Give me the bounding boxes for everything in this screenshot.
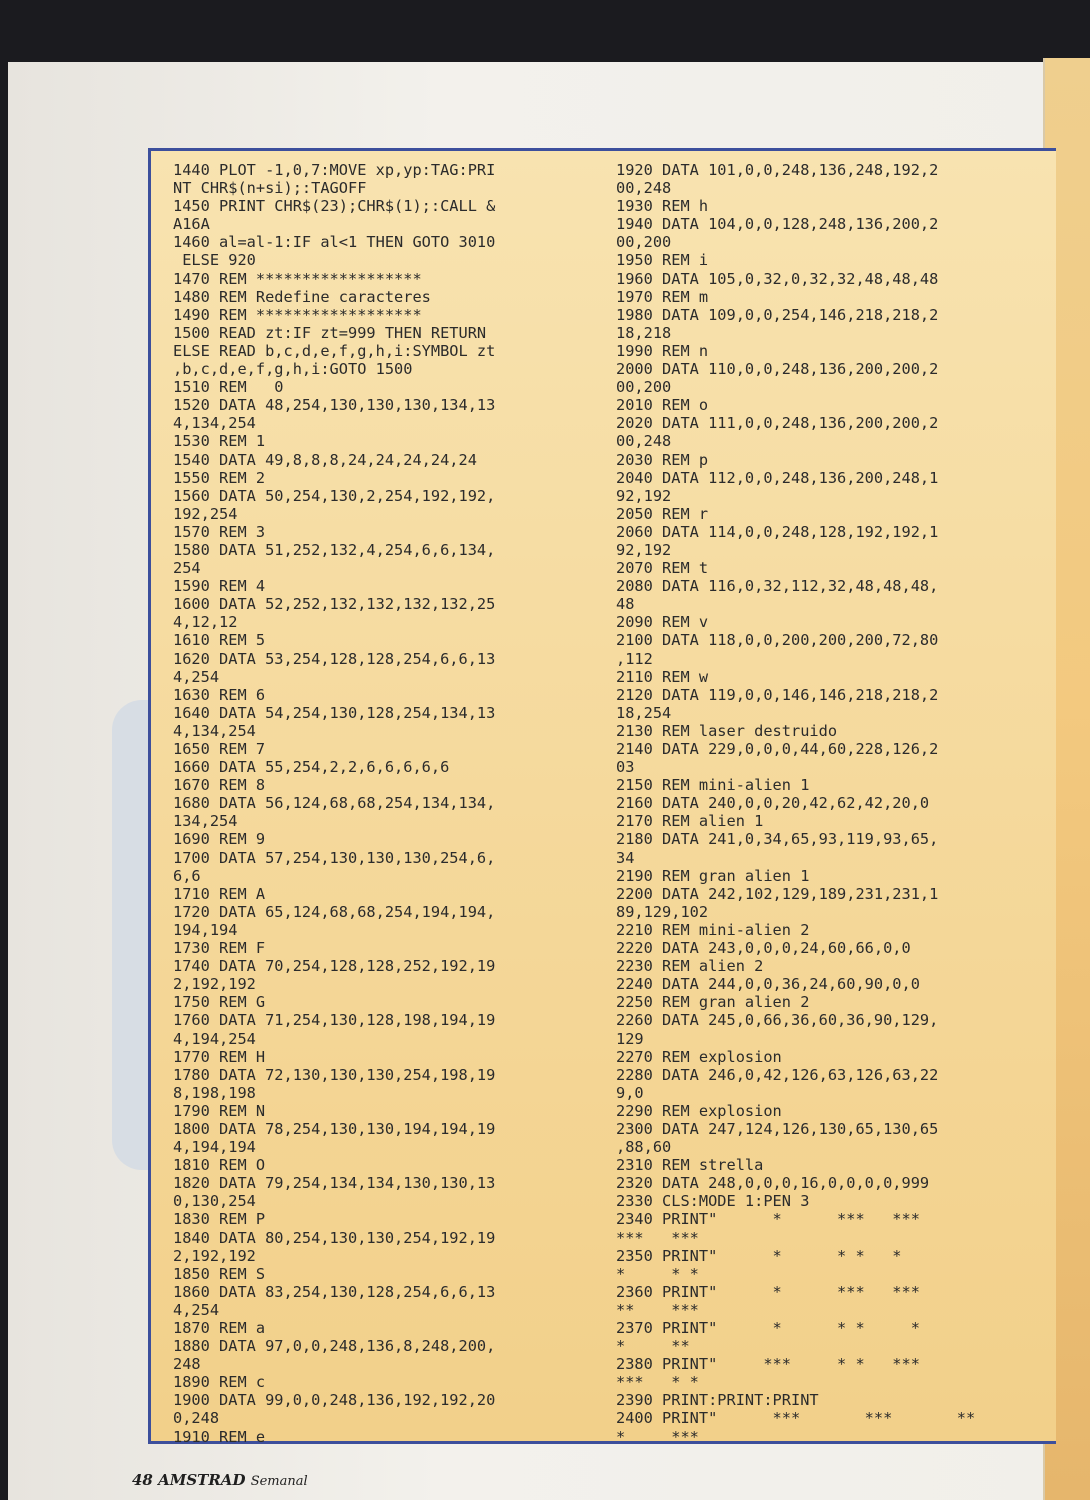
- code-line: 1840 DATA 80,254,130,130,254,192,19: [173, 1228, 496, 1247]
- code-line: 1650 REM 7: [173, 740, 266, 758]
- code-line: 1800 DATA 78,254,130,130,194,194,19: [173, 1119, 496, 1138]
- code-line: 2060 DATA 114,0,0,248,128,192,192,1: [616, 522, 939, 541]
- code-line: 1530 REM 1: [173, 432, 266, 451]
- code-line: 2230 REM alien 2: [616, 957, 764, 976]
- magazine-title: AMSTRAD: [158, 1471, 246, 1489]
- code-line: 1620 DATA 53,254,128,128,254,6,6,13: [173, 649, 496, 668]
- code-line: 2320 DATA 248,0,0,0,16,0,0,0,0,999: [616, 1174, 930, 1193]
- code-line: 4,134,254: [173, 414, 256, 433]
- code-line: 18,218: [616, 323, 672, 342]
- code-line: 2310 REM strella: [616, 1156, 764, 1175]
- code-line: 1690 REM 9: [173, 830, 266, 849]
- code-line: 1440 PLOT -1,0,7:MOVE xp,yp:TAG:PRI: [173, 161, 496, 179]
- code-line: 2130 REM laser destruido: [616, 721, 838, 740]
- code-line: 1610 REM 5: [173, 631, 266, 650]
- page-footer: [132, 1471, 308, 1489]
- code-line: 2390 PRINT:PRINT:PRINT: [616, 1391, 819, 1410]
- code-line: 2110 REM w: [616, 667, 709, 686]
- code-line: 4,194,254: [173, 1029, 256, 1048]
- code-line: 2160 DATA 240,0,0,20,42,62,42,20,0: [616, 794, 930, 813]
- code-line: ,b,c,d,e,f,g,h,i:GOTO 1500: [173, 360, 413, 379]
- code-line: 248: [173, 1355, 201, 1374]
- code-line: 1700 DATA 57,254,130,130,130,254,6,: [173, 848, 496, 867]
- code-line: 2150 REM mini-alien 1: [616, 776, 810, 795]
- code-line: 1880 DATA 97,0,0,248,136,8,248,200,: [173, 1337, 496, 1356]
- code-line: 2340 PRINT" * *** ***: [616, 1210, 920, 1229]
- code-line: 1890 REM c: [173, 1373, 266, 1392]
- code-line: 1910 REM e: [173, 1427, 266, 1446]
- code-line: 1520 DATA 48,254,130,130,130,134,13: [173, 396, 496, 415]
- code-line: 1490 REM ******************: [173, 305, 422, 324]
- code-line: 92,192: [616, 540, 672, 559]
- code-line: 1940 DATA 104,0,0,128,248,136,200,2: [616, 215, 939, 234]
- code-line: 2,192,192: [173, 1246, 256, 1265]
- program-listing-box: [148, 148, 1056, 1444]
- code-line: 129: [616, 1029, 644, 1048]
- code-line: 1460 al=al-1:IF al<1 THEN GOTO 3010: [173, 233, 496, 252]
- code-line: 0,130,254: [173, 1192, 256, 1211]
- listing-right-column: [616, 161, 1056, 1446]
- code-line: 2010 REM o: [616, 396, 709, 415]
- code-line: 2120 DATA 119,0,0,146,146,218,218,2: [616, 685, 939, 704]
- code-line: 1790 REM N: [173, 1101, 266, 1120]
- code-line: 1820 DATA 79,254,134,134,130,130,13: [173, 1174, 496, 1193]
- code-line: 2330 CLS:MODE 1:PEN 3: [616, 1192, 810, 1211]
- code-line: 4,254: [173, 667, 220, 686]
- code-line: 2360 PRINT" * *** ***: [616, 1282, 920, 1301]
- code-line: 2200 DATA 242,102,129,189,231,231,1: [616, 884, 939, 903]
- code-line: 2380 PRINT" *** * * ***: [616, 1355, 920, 1374]
- code-line: 1510 REM 0: [173, 378, 284, 397]
- code-line: ELSE 920: [173, 251, 256, 270]
- code-line: 1990 REM n: [616, 341, 709, 360]
- code-line: 1930 REM h: [616, 197, 709, 216]
- code-line: 2040 DATA 112,0,0,248,136,200,248,1: [616, 468, 939, 487]
- code-line: ,88,60: [616, 1138, 672, 1157]
- code-line: 2210 REM mini-alien 2: [616, 920, 810, 939]
- code-line: 1590 REM 4: [173, 577, 266, 596]
- code-line: 1870 REM a: [173, 1319, 266, 1337]
- code-line: 1850 REM S: [173, 1264, 266, 1283]
- code-line: 18,254: [616, 703, 672, 722]
- code-line: * **: [616, 1337, 690, 1356]
- code-line: * ***: [616, 1427, 699, 1446]
- code-line: A16A: [173, 215, 210, 234]
- code-line: 1920 DATA 101,0,0,248,136,248,192,2: [616, 161, 939, 179]
- code-line: 4,254: [173, 1300, 220, 1319]
- code-line: 2350 PRINT" * * * *: [616, 1246, 902, 1265]
- code-line: 1760 DATA 71,254,130,128,198,194,19: [173, 1011, 496, 1030]
- code-line: 9,0: [616, 1083, 644, 1102]
- code-line: 2190 REM gran alien 1: [616, 866, 810, 885]
- code-line: *** ***: [616, 1228, 699, 1247]
- page-number: 48: [132, 1471, 153, 1489]
- code-line: 254: [173, 559, 201, 578]
- code-line: 2080 DATA 116,0,32,112,32,48,48,48,: [616, 577, 939, 596]
- code-line: 00,248: [616, 179, 672, 198]
- code-line: 2020 DATA 111,0,0,248,136,200,200,2: [616, 414, 939, 433]
- code-line: 2170 REM alien 1: [616, 812, 764, 831]
- code-line: 1640 DATA 54,254,130,128,254,134,13: [173, 703, 496, 722]
- code-line: 1570 REM 3: [173, 522, 266, 541]
- code-line: *** * *: [616, 1373, 699, 1392]
- code-line: 1450 PRINT CHR$(23);CHR$(1);:CALL &: [173, 197, 496, 216]
- code-line: 34: [616, 848, 635, 867]
- code-line: ** ***: [616, 1300, 699, 1319]
- code-line: 1680 DATA 56,124,68,68,254,134,134,: [173, 794, 496, 813]
- code-line: 1950 REM i: [616, 251, 709, 270]
- code-line: 4,134,254: [173, 721, 256, 740]
- code-line: 1500 READ zt:IF zt=999 THEN RETURN: [173, 323, 487, 342]
- code-line: 1960 DATA 105,0,32,0,32,32,48,48,48: [616, 269, 939, 288]
- code-line: * * *: [616, 1264, 699, 1283]
- code-line: 2070 REM t: [616, 559, 709, 578]
- code-line: 2270 REM explosion: [616, 1047, 782, 1066]
- code-line: 0,248: [173, 1409, 220, 1428]
- code-line: 03: [616, 758, 635, 777]
- code-line: 89,129,102: [616, 902, 709, 921]
- code-line: 1480 REM Redefine caracteres: [173, 287, 431, 306]
- code-line: 4,194,194: [173, 1138, 256, 1157]
- code-line: 1740 DATA 70,254,128,128,252,192,19: [173, 957, 496, 976]
- code-line: 1830 REM P: [173, 1210, 266, 1229]
- code-line: 1720 DATA 65,124,68,68,254,194,194,: [173, 902, 496, 921]
- code-line: 192,254: [173, 504, 238, 523]
- code-line: 2090 REM v: [616, 613, 709, 632]
- code-line: 1560 DATA 50,254,130,2,254,192,192,: [173, 486, 496, 505]
- code-line: 1540 DATA 49,8,8,8,24,24,24,24,24: [173, 450, 477, 469]
- code-line: 1770 REM H: [173, 1047, 266, 1066]
- code-line: 1670 REM 8: [173, 776, 266, 795]
- code-line: ,112: [616, 649, 653, 668]
- code-line: 2030 REM p: [616, 450, 709, 469]
- code-line: 4,12,12: [173, 613, 238, 632]
- code-line: 1900 DATA 99,0,0,248,136,192,192,20: [173, 1391, 496, 1410]
- code-line: 2050 REM r: [616, 504, 709, 523]
- code-line: 1810 REM O: [173, 1156, 266, 1175]
- code-line: 6,6: [173, 866, 201, 885]
- code-line: 48: [616, 595, 635, 614]
- code-line: 1550 REM 2: [173, 468, 266, 487]
- code-line: 134,254: [173, 812, 238, 831]
- code-line: 00,248: [616, 432, 672, 451]
- code-line: 1780 DATA 72,130,130,130,254,198,19: [173, 1065, 496, 1084]
- code-line: 2100 DATA 118,0,0,200,200,200,72,80: [616, 631, 939, 650]
- code-line: 1730 REM F: [173, 939, 266, 958]
- publication-name: Semanal: [250, 1474, 308, 1489]
- code-line: 00,200: [616, 378, 672, 397]
- code-line: 1970 REM m: [616, 287, 709, 306]
- code-line: 1860 DATA 83,254,130,128,254,6,6,13: [173, 1282, 496, 1301]
- code-line: 1750 REM G: [173, 993, 266, 1012]
- code-line: 1660 DATA 55,254,2,2,6,6,6,6,6: [173, 758, 450, 777]
- code-line: 2370 PRINT" * * * *: [616, 1319, 920, 1337]
- listing-left-column: [173, 161, 593, 1446]
- code-line: 2180 DATA 241,0,34,65,93,119,93,65,: [616, 830, 939, 849]
- code-line: 1600 DATA 52,252,132,132,132,132,25: [173, 595, 496, 614]
- code-line: 92,192: [616, 486, 672, 505]
- code-line: 1710 REM A: [173, 884, 266, 903]
- code-line: 2000 DATA 110,0,0,248,136,200,200,2: [616, 360, 939, 379]
- code-line: NT CHR$(n+si);:TAGOFF: [173, 179, 367, 198]
- code-line: 2250 REM gran alien 2: [616, 993, 810, 1012]
- code-line: 2220 DATA 243,0,0,0,24,60,66,0,0: [616, 939, 911, 958]
- code-line: 00,200: [616, 233, 672, 252]
- code-line: 1580 DATA 51,252,132,4,254,6,6,134,: [173, 540, 496, 559]
- code-line: 1980 DATA 109,0,0,254,146,218,218,2: [616, 305, 939, 324]
- code-line: 1470 REM ******************: [173, 269, 422, 288]
- code-line: 2140 DATA 229,0,0,0,44,60,228,126,2: [616, 740, 939, 758]
- code-line: 2400 PRINT" *** *** **: [616, 1409, 976, 1428]
- code-line: 1630 REM 6: [173, 685, 266, 704]
- code-line: 8,198,198: [173, 1083, 256, 1102]
- code-line: ELSE READ b,c,d,e,f,g,h,i:SYMBOL zt: [173, 341, 496, 360]
- code-line: 194,194: [173, 920, 238, 939]
- code-line: 2290 REM explosion: [616, 1101, 782, 1120]
- code-line: 2240 DATA 244,0,0,36,24,60,90,0,0: [616, 975, 920, 994]
- code-line: 2260 DATA 245,0,66,36,60,36,90,129,: [616, 1011, 939, 1030]
- code-line: 2280 DATA 246,0,42,126,63,126,63,22: [616, 1065, 939, 1084]
- code-line: 2,192,192: [173, 975, 256, 994]
- code-line: 2300 DATA 247,124,126,130,65,130,65: [616, 1119, 939, 1138]
